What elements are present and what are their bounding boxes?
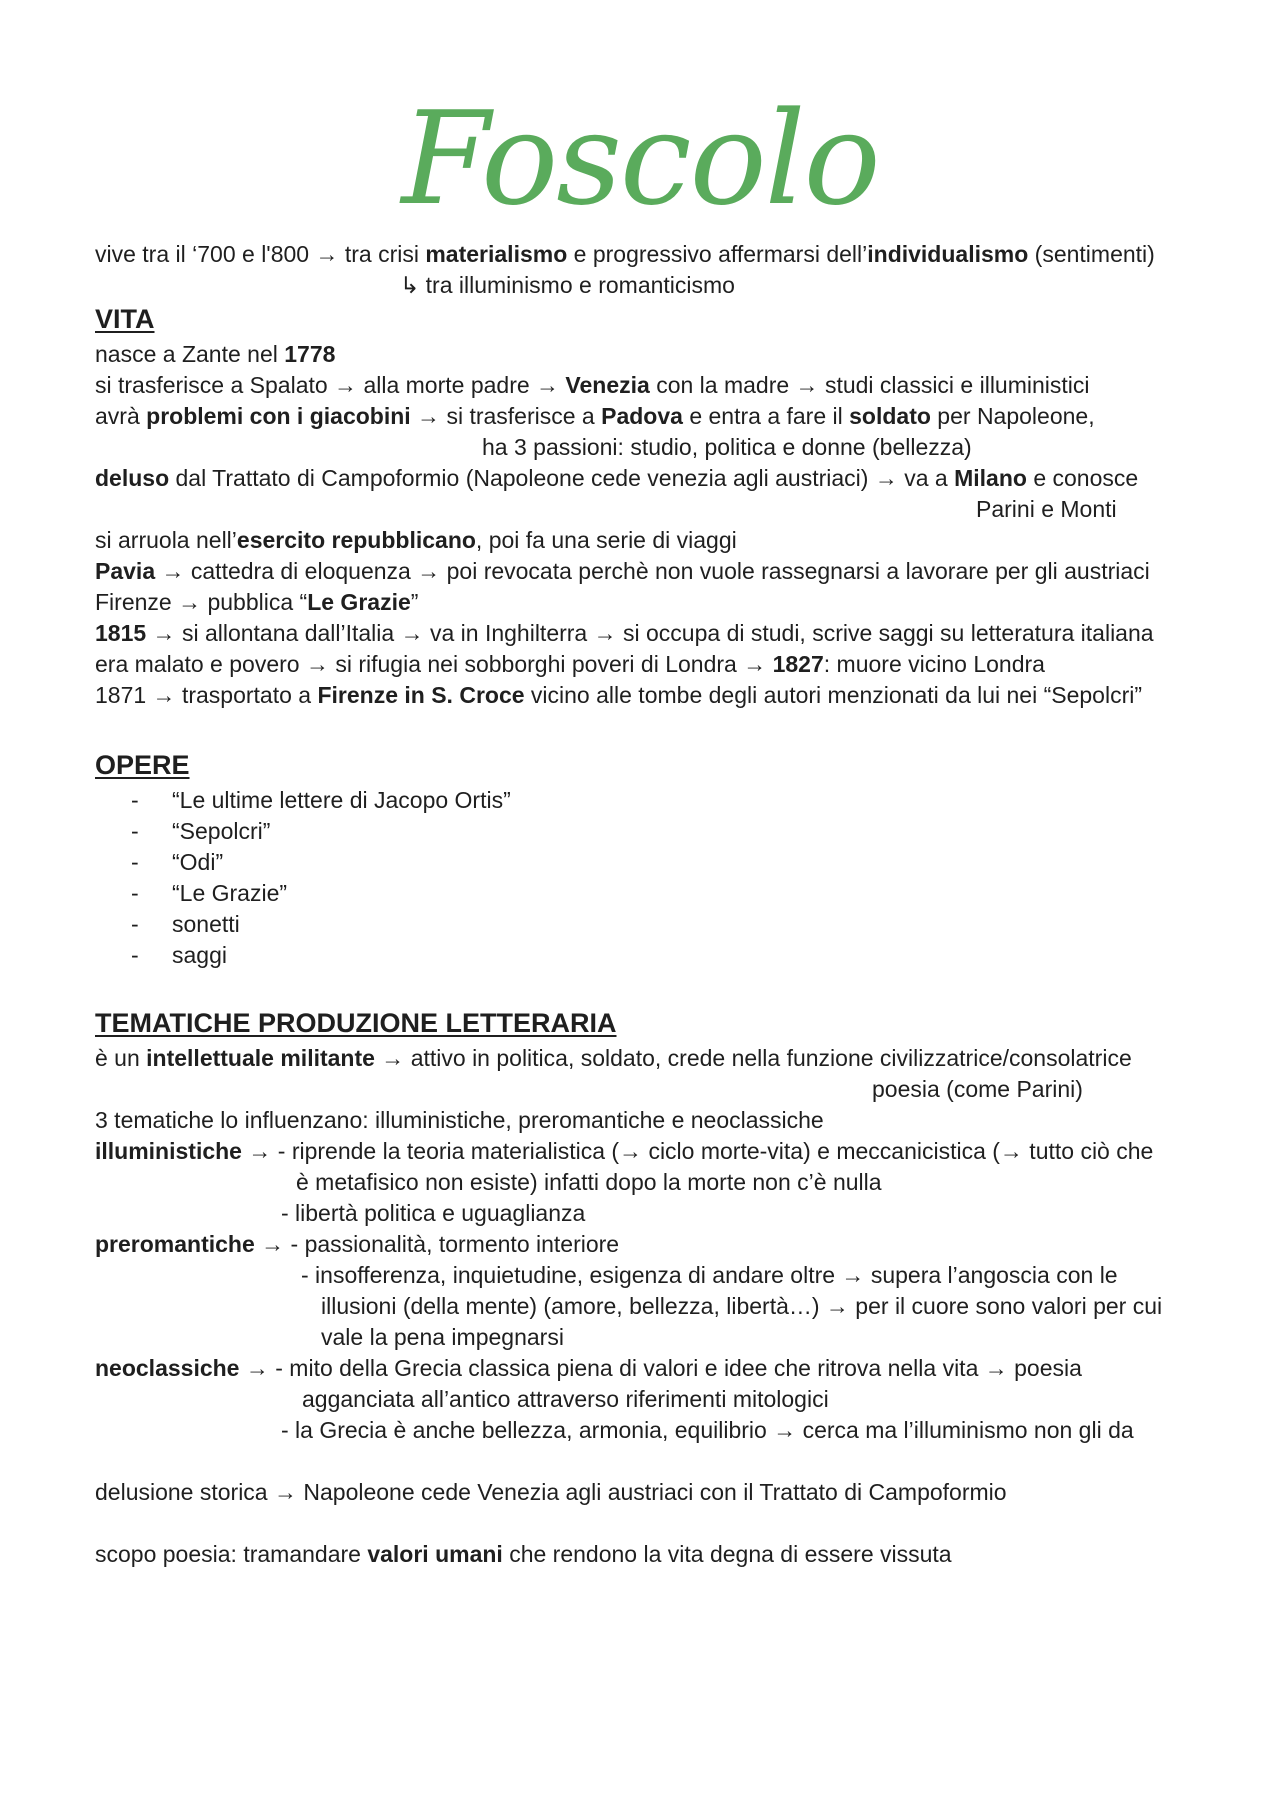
- vita-line: deluso dal Trattato di Campoformio (Napoleone cede venezia agli austriaci) → va a Milano e conosce: [95, 465, 1139, 491]
- list-item: “Le ultime lettere di Jacopo Ortis”: [172, 787, 511, 813]
- tematiche-line: poesia (come Parini): [872, 1076, 1083, 1102]
- delusione-storica: delusione storica → Napoleone cede Venezia agli austriaci con il Trattato di Campoformio: [95, 1479, 1007, 1505]
- section-heading-vita: VITA: [95, 304, 155, 334]
- preromantiche-line: preromantiche → - passionalità, tormento interiore: [95, 1231, 620, 1257]
- intro-line-1: vive tra il ‘700 e l'800 → tra crisi materialismo e progressivo affermarsi dell’individualismo (sentimenti): [95, 241, 1155, 267]
- illuministiche-line: - libertà politica e uguaglianza: [281, 1200, 586, 1226]
- list-item: saggi: [172, 942, 227, 968]
- vita-line: 1871 → trasportato a Firenze in S. Croce vicino alle tombe degli autori menzionati da lui nei “Sepolcri”: [95, 682, 1143, 708]
- bullet-dash: -: [131, 911, 139, 937]
- neoclassiche-line: agganciata all’antico attraverso riferimenti mitologici: [302, 1386, 829, 1412]
- vita-line: nasce a Zante nel 1778: [95, 341, 336, 367]
- vita-line: Firenze → pubblica “Le Grazie”: [95, 589, 419, 615]
- list-item: “Le Grazie”: [172, 880, 288, 906]
- bullet-dash: -: [131, 787, 139, 813]
- list-item: “Sepolcri”: [172, 818, 271, 844]
- neoclassiche-line: - la Grecia è anche bellezza, armonia, equilibrio → cerca ma l’illuminismo non gli da: [281, 1417, 1134, 1443]
- preromantiche-line: illusioni (della mente) (amore, bellezza, libertà…) → per il cuore sono valori per cui: [321, 1293, 1163, 1319]
- vita-line: Pavia → cattedra di eloquenza → poi revocata perchè non vuole rassegnarsi a lavorare per gli austriaci: [95, 558, 1150, 584]
- vita-line: Parini e Monti: [976, 496, 1117, 522]
- bullet-dash: -: [131, 880, 139, 906]
- list-item: sonetti: [172, 911, 240, 937]
- bullet-dash: -: [131, 818, 139, 844]
- intro-line-2: ↳ tra illuminismo e romanticismo: [400, 272, 735, 298]
- vita-line: 1815 → si allontana dall’Italia → va in Inghilterra → si occupa di studi, scrive saggi su letteratura italiana: [95, 620, 1154, 646]
- scopo-poesia: scopo poesia: tramandare valori umani che rendono la vita degna di essere vissuta: [95, 1541, 952, 1567]
- vita-line: si trasferisce a Spalato → alla morte padre → Venezia con la madre → studi classici e illuministici: [95, 372, 1090, 398]
- vita-line: ha 3 passioni: studio, politica e donne (bellezza): [482, 434, 972, 460]
- page-title: Foscolo: [401, 85, 879, 234]
- preromantiche-line: vale la pena impegnarsi: [321, 1324, 564, 1350]
- illuministiche-line: illuministiche → - riprende la teoria materialistica (→ ciclo morte-vita) e meccanicistica (→ tutto ciò che: [95, 1138, 1154, 1164]
- tematiche-line: è un intellettuale militante → attivo in politica, soldato, crede nella funzione civilizzatrice/consolatrice: [95, 1045, 1132, 1071]
- section-heading-opere: OPERE: [95, 750, 190, 780]
- vita-line: era malato e povero → si rifugia nei sobborghi poveri di Londra → 1827: muore vicino Londra: [95, 651, 1045, 677]
- bullet-dash: -: [131, 849, 139, 875]
- vita-line: avrà problemi con i giacobini → si trasferisce a Padova e entra a fare il soldato per Napoleone,: [95, 403, 1095, 429]
- vita-line: si arruola nell’esercito repubblicano, poi fa una serie di viaggi: [95, 527, 737, 553]
- preromantiche-line: - insofferenza, inquietudine, esigenza di andare oltre → supera l’angoscia con le: [301, 1262, 1118, 1288]
- neoclassiche-line: neoclassiche → - mito della Grecia classica piena di valori e idee che ritrova nella vita → poesia: [95, 1355, 1082, 1381]
- illuministiche-line: è metafisico non esiste) infatti dopo la morte non c’è nulla: [296, 1169, 882, 1195]
- section-heading-tematiche: TEMATICHE PRODUZIONE LETTERARIA: [95, 1008, 617, 1038]
- tematiche-line: 3 tematiche lo influenzano: illuministiche, preromantiche e neoclassiche: [95, 1107, 824, 1133]
- bullet-dash: -: [131, 942, 139, 968]
- list-item: “Odi”: [172, 849, 224, 875]
